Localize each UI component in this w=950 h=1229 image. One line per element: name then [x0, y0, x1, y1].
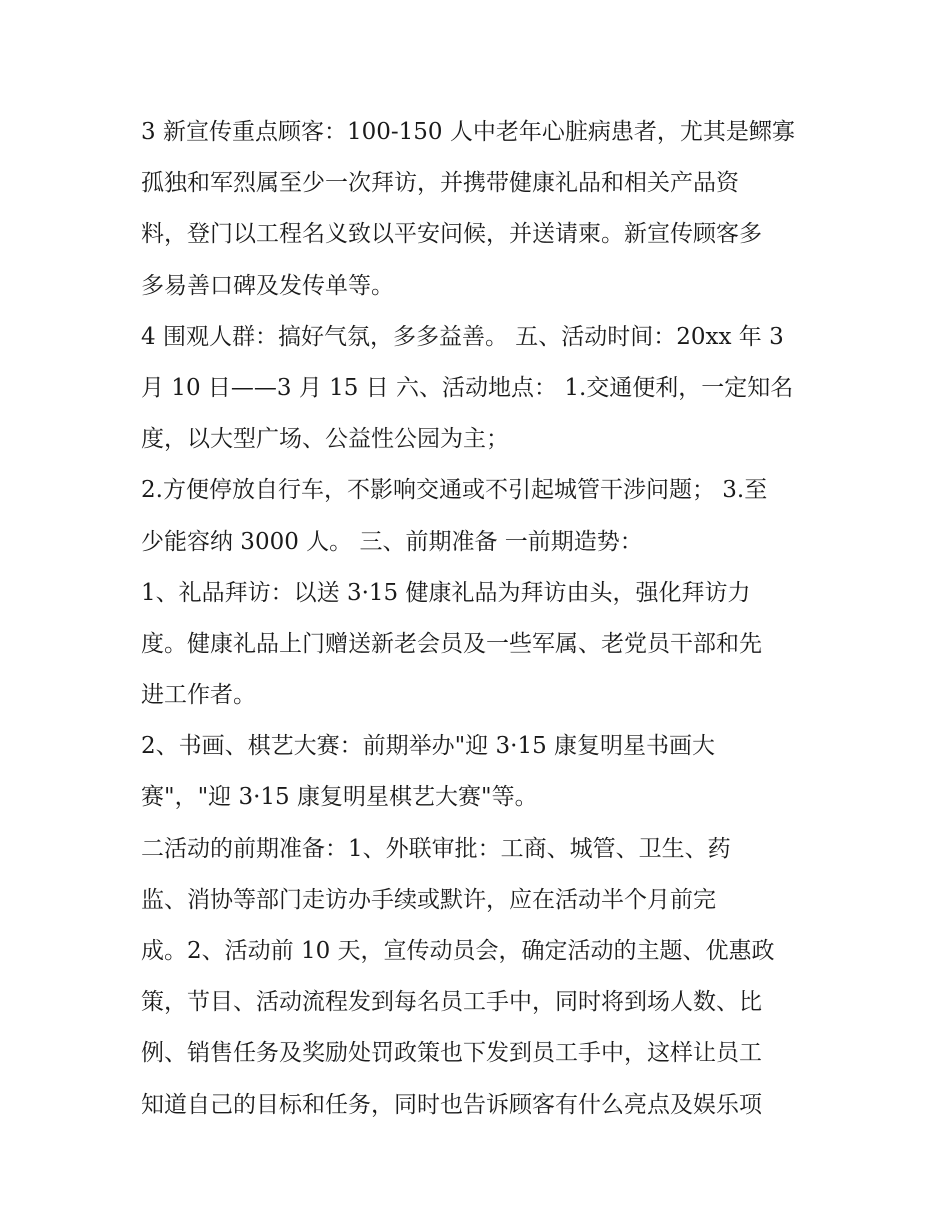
text-line: 1、礼品拜访：以送 3·15 健康礼品为拜访由头，强化拜访力	[141, 579, 751, 606]
text-line: 监、消协等部门走访办手续或默许，应在活动半个月前完	[141, 886, 716, 913]
text-line: 多易善口碑及发传单等。	[141, 272, 394, 299]
text-line: 知道自己的目标和任务，同时也告诉顾客有什么亮点及娱乐项	[141, 1091, 762, 1118]
text-line: 4 围观人群：搞好气氛，多多益善。 五、活动时间：20xx 年 3	[141, 323, 784, 350]
text-line: 料，登门以工程名义致以平安问候，并送请柬。新宣传顾客多	[141, 221, 762, 248]
text-line: 月 10 日——3 月 15 日 六、活动地点： 1.交通便利，一定知名	[141, 374, 794, 401]
text-line: 策，节目、活动流程发到每名员工手中，同时将到场人数、比	[141, 989, 762, 1016]
document-body	[141, 107, 821, 1131]
text-line: 3 新宣传重点顾客：100-150 人中老年心脏病患者，尤其是鳏寡	[141, 119, 795, 145]
text-line: 2、书画、棋艺大赛：前期举办"迎 3·15 康复明星书画大	[141, 733, 716, 760]
text-line: 少能容纳 3000 人。 三、前期准备 一前期造势：	[141, 528, 643, 555]
text-line: 孤独和军烈属至少一次拜访，并携带健康礼品和相关产品资	[141, 170, 739, 197]
text-line: 例、销售任务及奖励处罚政策也下发到员工手中，这样让员工	[141, 1040, 762, 1067]
text-line: 度，以大型广场、公益性公园为主；	[141, 426, 509, 453]
text-line: 成。2、活动前 10 天，宣传动员会，确定活动的主题、优惠政	[141, 938, 775, 964]
text-line: 二活动的前期准备：1、外联审批：工商、城管、卫生、药	[141, 835, 731, 862]
text-line: 2.方便停放自行车，不影响交通或不引起城管干涉问题； 3.至	[141, 477, 768, 504]
text-line: 度。健康礼品上门赠送新老会员及一些军属、老党员干部和先	[141, 630, 762, 657]
text-line: 赛"，"迎 3·15 康复明星棋艺大赛"等。	[141, 784, 538, 811]
text-line: 进工作者。	[141, 682, 256, 709]
